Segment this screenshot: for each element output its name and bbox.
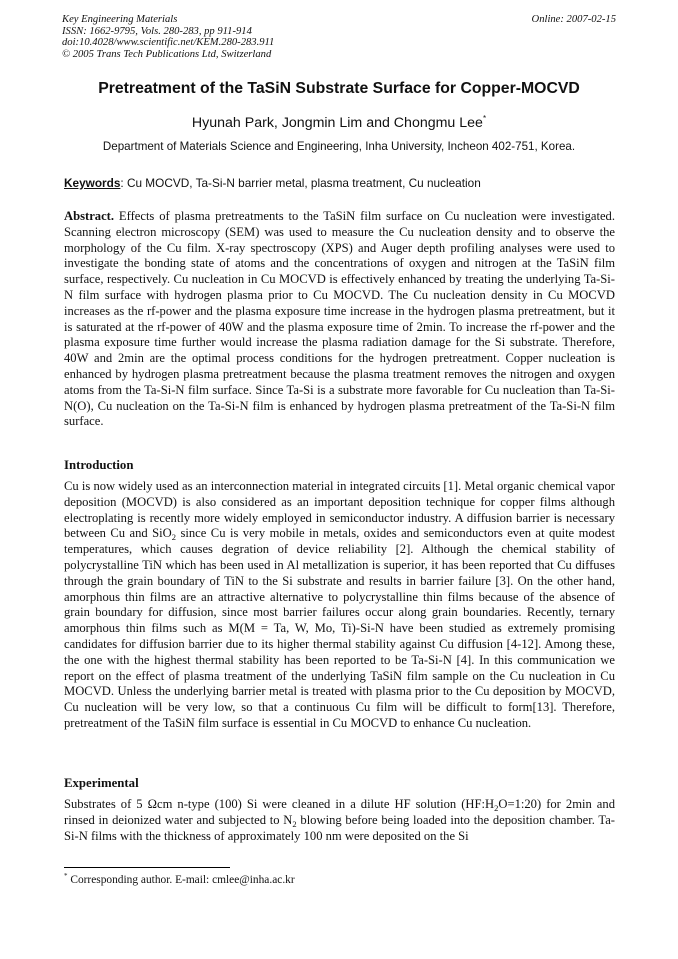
experimental-paragraph [64,797,615,844]
exp-subscript-2: 2 [292,818,297,829]
footnote-text: Corresponding author. E-mail: cmlee@inha.ac.kr [67,874,295,886]
intro-text-part-2: since Cu is very mobile in metals, oxides and semiconductors even at quite modest temperatures, which causes degration of device reliability [2]. Although the chemical stability of polycrystalline TiN which has been used in Al metallization is superior, it has been reported that Cu diffuses through the grain boundary of TiN to the Si substrate and results in barrier failure [3]. On the other hand, amorphous thin films are an attractive alternative to polycrystalline thin films because of the absence of grain boundary for diffusion, since most barrier failures occur along grain boundaries. Recently, ternary amorphous thin films such as M(M = Ta, W, Mo, Ti)-Si-N have been studied as extremely promising candidates for diffusion barrier due to its higher thermal stability against Cu diffusion [4-12]. Among these, the one with the highest thermal stability has been reported to be Ta-Si-N [4]. In this communication we report on the effect of plasma treatment of the underlying TaSiN film sample on the Cu nucleation in Cu MOCVD. Unless the underlying barrier metal is treated with plasma prior to the Cu deposition by MOCVD, Cu nucleation will be very low, so that a continuous Cu film will be difficult to form[13]. Therefore, pretreatment of the TaSiN film surface is essential in Cu MOCVD to enhance Cu nucleation. [64,526,615,730]
author-line [40,115,638,131]
intro-subscript: 2 [171,532,177,543]
exp-text-part-3: blowing before being loaded into the deposition chamber. Ta-Si-N films with the thickness of approximately 100 nm were deposited on the Si [64,812,616,843]
introduction-heading: Introduction [64,458,134,472]
paper-title: Pretreatment of the TaSiN Substrate Surface for Copper-MOCVD [98,80,580,97]
intro-text-part-1: Cu is now widely used as an interconnection material in integrated circuits [1]. Metal organic chemical vapor deposition (MOCVD) is also considered as an important deposition technique for copper films although electroplating is recently more widely employed in semiconductor industry. A diffusion barrier is necessary between Cu and SiO [64,479,615,541]
keywords-text: Cu MOCVD, Ta-Si-N barrier metal, plasma treatment, Cu nucleation [126,176,481,190]
keywords-label: Keywords [64,176,121,190]
keywords-line [64,176,616,190]
experimental-heading: Experimental [64,776,139,790]
doi-line: doi:10.4028/www.scientific.net/KEM.280-283.911 [62,37,275,49]
author-names: Hyunah Park, Jongmin Lim and Chongmu Lee [191,115,483,131]
keywords-separator: : [120,176,124,190]
issn-line: ISSN: 1662-9795, Vols. 280-283, pp 911-914 [62,25,252,37]
copyright-line: © 2005 Trans Tech Publications Ltd, Switzerland [62,48,272,60]
footnote [64,874,295,886]
affiliation: Department of Materials Science and Engineering, Inha University, Incheon 402-751, Korea. [102,140,576,153]
footnote-divider [64,867,230,868]
abstract-label: Abstract. [64,209,115,223]
online-date: Online: 2007-02-15 [531,14,616,25]
exp-subscript-1: 2 [494,803,499,813]
journal-header [62,14,616,60]
exp-text-part-2: O=1:20) for 2min and rinsed in deionized water and subjected to N [64,797,615,827]
journal-name: Key Engineering Materials [62,14,178,25]
abstract-paragraph [64,209,615,430]
exp-text-part-1: Substrates of 5 Ωcm n-type (100) Si were cleaned in a dilute HF solution (HF:H [64,797,495,811]
footnote-mark: * [64,872,68,880]
abstract-text: Effects of plasma pretreatments to the TaSiN film surface on Cu nucleation were investigated. Scanning electron microscopy (SEM) was used to measure the Cu nucleation density and to observe the morphology of the Cu film. X-ray spectroscopy (XPS) and Auger depth profiling analyses were used to investigate the bonding state of atoms and the concentrations of oxygen and nitrogen at the TaSiN film surface, respectively. Cu nucleation in Cu MOCVD is effectively enhanced by treating the underlying Ta-Si-N film surface with hydrogen plasma prior to Cu MOCVD. The Cu nucleation density in Cu MOCVD increases as the rf-power and the plasma exposure time increase in the hydrogen plasma pretreatment, but it is saturated at the rf-power of 40W and the plasma exposure time of 2min. To increase the rf-power and the plasma exposure time further would increase the plasma radiation damage for the Si substrate. Therefore, 40W and 2min are the optimal process conditions for the hydrogen pretreatment. Copper nucleation is enhanced by hydrogen plasma pretreatment because the plasma treatment removes the nitrogen and oxygen atoms from the Ta-Si-N film surface. Since Ta-Si is a substrate more favorable for Cu nucleation than Ta-Si-N(O), Cu nucleation on the Ta-Si-N film is enhanced by hydrogen plasma pretreatment of the Ta-Si-N film surface. [64,209,615,429]
corresponding-mark: * [482,114,487,123]
introduction-paragraph [64,479,615,732]
